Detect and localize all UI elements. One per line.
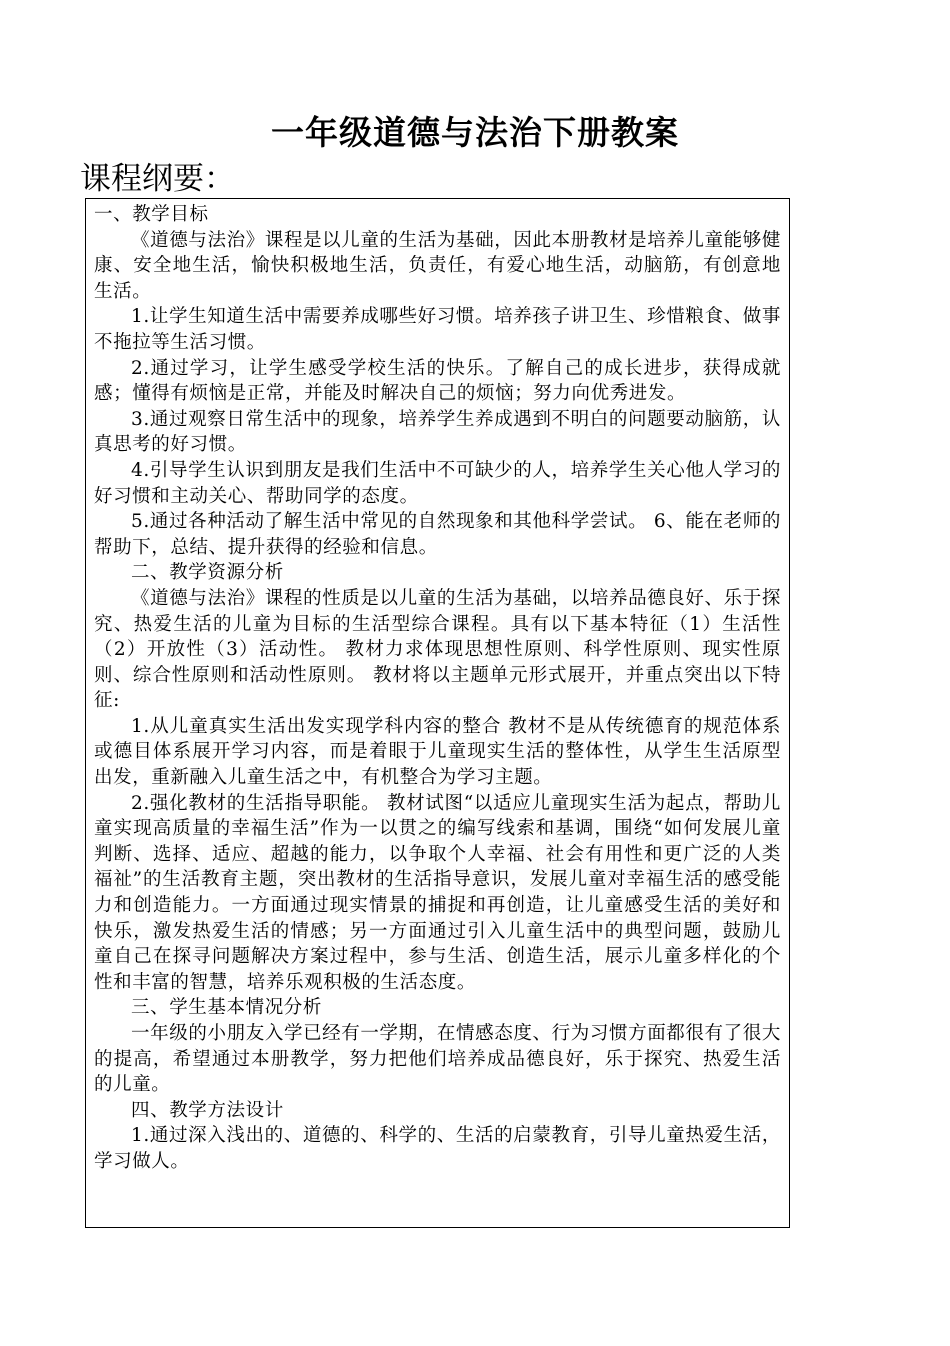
paragraph: 2.强化教材的生活指导职能。 教材试图“以适应儿童现实生活为起点，帮助儿童实现高质量的幸福生活”作为一以贯之的编写线索和基调，围绕“如何发展儿童判断、选择、适应、超越的能力，以争取个人幸福、社会有用性和更广泛的人类福祉”的生活教育主题，突出教材的生活指导意识，发展儿童对幸福生活的感受能力和创造能力。一方面通过现实情景的捕捉和再创造，让儿童感受生活的美好和快乐，激发热爱生活的情感；另一方面通过引入儿童生活中的典型问题，鼓励儿童自己在探寻问题解决方案过程中，参与生活、创造生活，展示儿童多样化的个性和丰富的智慧，培养乐观积极的生活态度。 <box>94 792 781 993</box>
heading-student-analysis: 三、学生基本情况分析 <box>131 997 323 1019</box>
heading-resource-analysis: 二、教学资源分析 <box>131 562 284 584</box>
paragraph: 1.从儿童真实生活出发实现学科内容的整合 教材不是从传统德育的规范体系或德目体系展开学习内容，而是着眼于儿童现实生活的整体性，从学生生活原型出发，重新融入儿童生活之中，有机整合为学习主题。 <box>94 715 781 789</box>
paragraph: 1.让学生知道生活中需要养成哪些好习惯。培养孩子讲卫生、珍惜粮食、做事不拖拉等生活习惯。 <box>94 306 781 353</box>
paragraph: 《道德与法治》课程是以儿童的生活为基础，因此本册教材是培养儿童能够健康、安全地生活，愉快积极地生活，负责任，有爱心地生活，动脑筋，有创意地生活。 <box>94 229 781 302</box>
content-box <box>85 198 790 1228</box>
paragraph: 3.通过观察日常生活中的现象，培养学生养成遇到不明白的问题要动脑筋，认真思考的好习惯。 <box>94 408 781 456</box>
paragraph: 1.通过深入浅出的、道德的、科学的、生活的启蒙教育，引导儿童热爱生活，学习做人。 <box>94 1125 781 1172</box>
paragraph: 《道德与法治》课程的性质是以儿童的生活为基础，以培养品德良好、乐于探究、热爱生活的儿童为目标的生活型综合课程。具有以下基本特征（1）生活性（2）开放性（3）活动性。 教材力求体现思想性原则、科学性原则、现实性原则、综合性原则和活动性原则。 教材将以主题单元形式展开，并重点突出以下特征: <box>94 587 781 712</box>
heading-teaching-goals: 一、教学目标 <box>94 204 209 225</box>
paragraph: 一年级的小朋友入学已经有一学期，在情感态度、行为习惯方面都很有了很大的提高，希望通过本册教学，努力把他们培养成品德良好，乐于探究、热爱生活的儿童。 <box>94 1023 781 1096</box>
document-title: 一年级道德与法治下册教案 <box>271 113 679 152</box>
section-heading: 课程纲要： <box>80 161 235 197</box>
paragraph: 4.引导学生认识到朋友是我们生活中不可缺少的人，培养学生关心他人学习的好习惯和主动关心、帮助同学的态度。 <box>94 459 781 507</box>
paragraph: 5.通过各种活动了解生活中常见的自然现象和其他科学尝试。 6、能在老师的帮助下，总结、提升获得的经验和信息。 <box>94 511 781 558</box>
paragraph: 2.通过学习，让学生感受学校生活的快乐。了解自己的成长进步，获得成就感；懂得有烦恼是正常，并能及时解决自己的烦恼；努力向优秀进发。 <box>94 357 781 405</box>
heading-teaching-methods: 四、教学方法设计 <box>131 1099 284 1121</box>
